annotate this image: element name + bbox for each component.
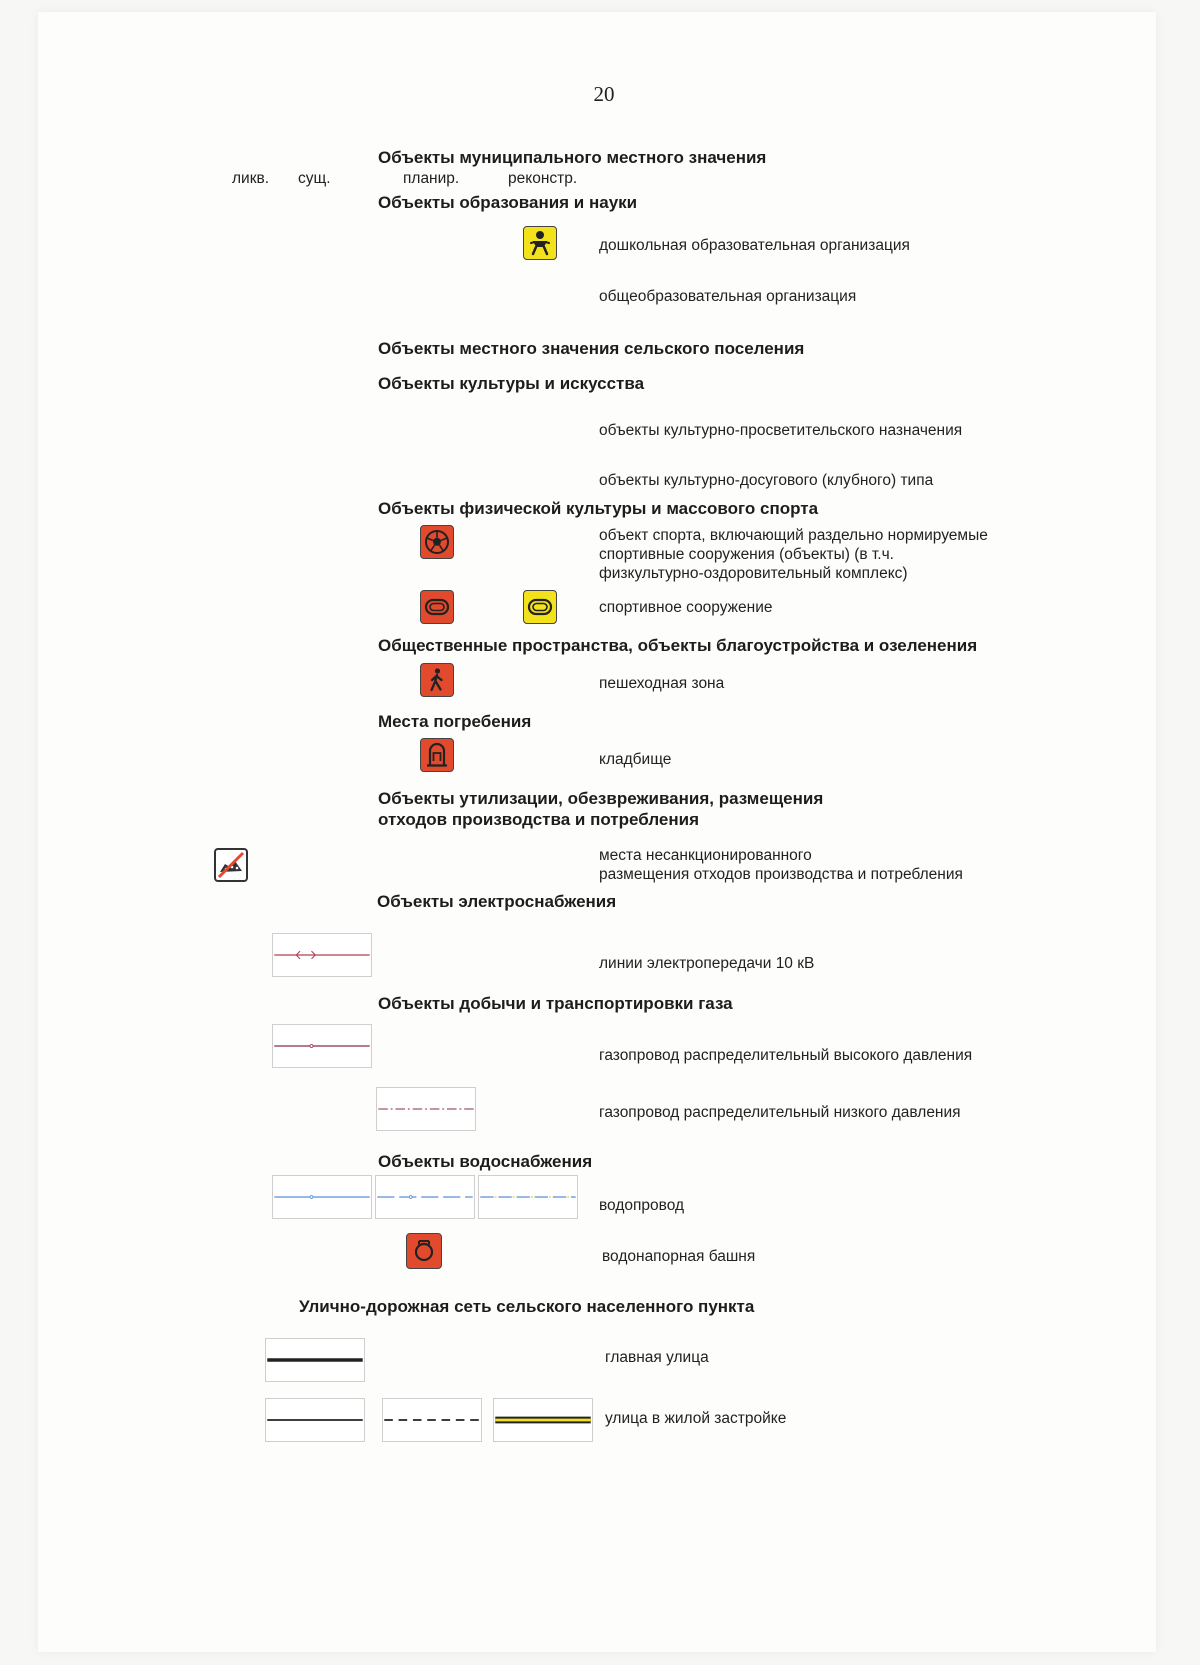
water-pipe-symbol-planned [375,1175,475,1219]
section-title-roads: Улично-дорожная сеть сельского населенного пункта [299,1297,755,1316]
legend-label-sport-complex [599,526,988,583]
page-number: 20 [593,82,615,106]
legend-label-pedestrian-zone: пешеходная зона [599,675,725,692]
section-title-waste [378,788,823,830]
legend-label-cemetery: кладбище [599,751,672,768]
legend-label-waste-dump-line-2: размещения отходов производства и потребления [599,866,963,883]
column-header-reconstructed: реконстр. [508,170,578,187]
legend-label-culture-education: объекты культурно-просветительского назначения [599,422,963,439]
section-title-education: Объекты образования и науки [378,193,638,212]
legend-label-sport-facility: спортивное сооружение [599,599,773,616]
gas-low-pressure-symbol [376,1087,476,1131]
legend-label-waste-dump-line-1: места несанкционированного [599,847,812,864]
section-title-power: Объекты электроснабжения [377,892,617,911]
legend-label-residential-street: улица в жилой застройке [605,1410,787,1427]
child-icon [523,226,557,260]
waste-dump-crossed-icon [214,848,248,882]
section-title-culture: Объекты культуры и искусства [378,374,645,393]
document-page [38,12,1156,1652]
residential-street-symbol-planned [382,1398,482,1442]
legend-label-water-pipe: водопровод [599,1197,685,1214]
legend-label-sport-complex-line-3: физкультурно-оздоровительный комплекс) [599,565,908,582]
water-pipe-symbol-reconstructed [478,1175,578,1219]
section-title-waste-line-1: Объекты утилизации, обезвреживания, размещения [378,789,824,808]
power-line-10kv-symbol [272,933,372,977]
section-title-gas: Объекты добычи и транспортировки газа [378,994,733,1013]
legend-label-waste-dump [599,846,963,884]
section-title-municipal: Объекты муниципального местного значения [378,148,767,167]
legend-label-main-street: главная улица [605,1349,709,1366]
section-title-burial: Места погребения [378,712,532,731]
pedestrian-icon [420,663,454,697]
legend-label-gas-low: газопровод распределительный низкого давления [599,1104,961,1121]
legend-label-water-tower: водонапорная башня [602,1248,756,1265]
residential-street-symbol-reconstructed [493,1398,593,1442]
column-header-planned: планир. [403,170,460,187]
residential-street-symbol-existing [265,1398,365,1442]
cemetery-icon [420,738,454,772]
legend-label-general-school: общеобразовательная организация [599,288,857,305]
stadium-icon [420,590,454,624]
water-tower-icon [406,1233,442,1269]
water-pipe-symbol-existing [272,1175,372,1219]
legend-label-culture-leisure: объекты культурно-досугового (клубного) типа [599,472,934,489]
legend-label-sport-complex-line-2: спортивные сооружения (объекты) (в т.ч. [599,546,894,563]
column-header-liquidated: ликв. [232,170,270,187]
legend-label-sport-complex-line-1: объект спорта, включающий раздельно нормируемые [599,527,988,544]
stadium-icon [523,590,557,624]
section-title-rural-local: Объекты местного значения сельского поселения [378,339,805,358]
soccer-ball-icon [420,525,454,559]
section-title-water: Объекты водоснабжения [378,1152,593,1171]
main-street-symbol [265,1338,365,1382]
section-title-sport: Объекты физической культуры и массового спорта [378,499,819,518]
legend-label-preschool: дошкольная образовательная организация [599,237,910,254]
legend-label-gas-high: газопровод распределительный высокого давления [599,1047,973,1064]
gas-high-pressure-symbol [272,1024,372,1068]
section-title-waste-line-2: отходов производства и потребления [378,810,699,829]
section-title-public-spaces: Общественные пространства, объекты благоустройства и озеленения [378,636,978,655]
legend-label-power-line: линии электропередачи 10 кВ [599,955,815,972]
column-header-existing: сущ. [298,170,331,187]
